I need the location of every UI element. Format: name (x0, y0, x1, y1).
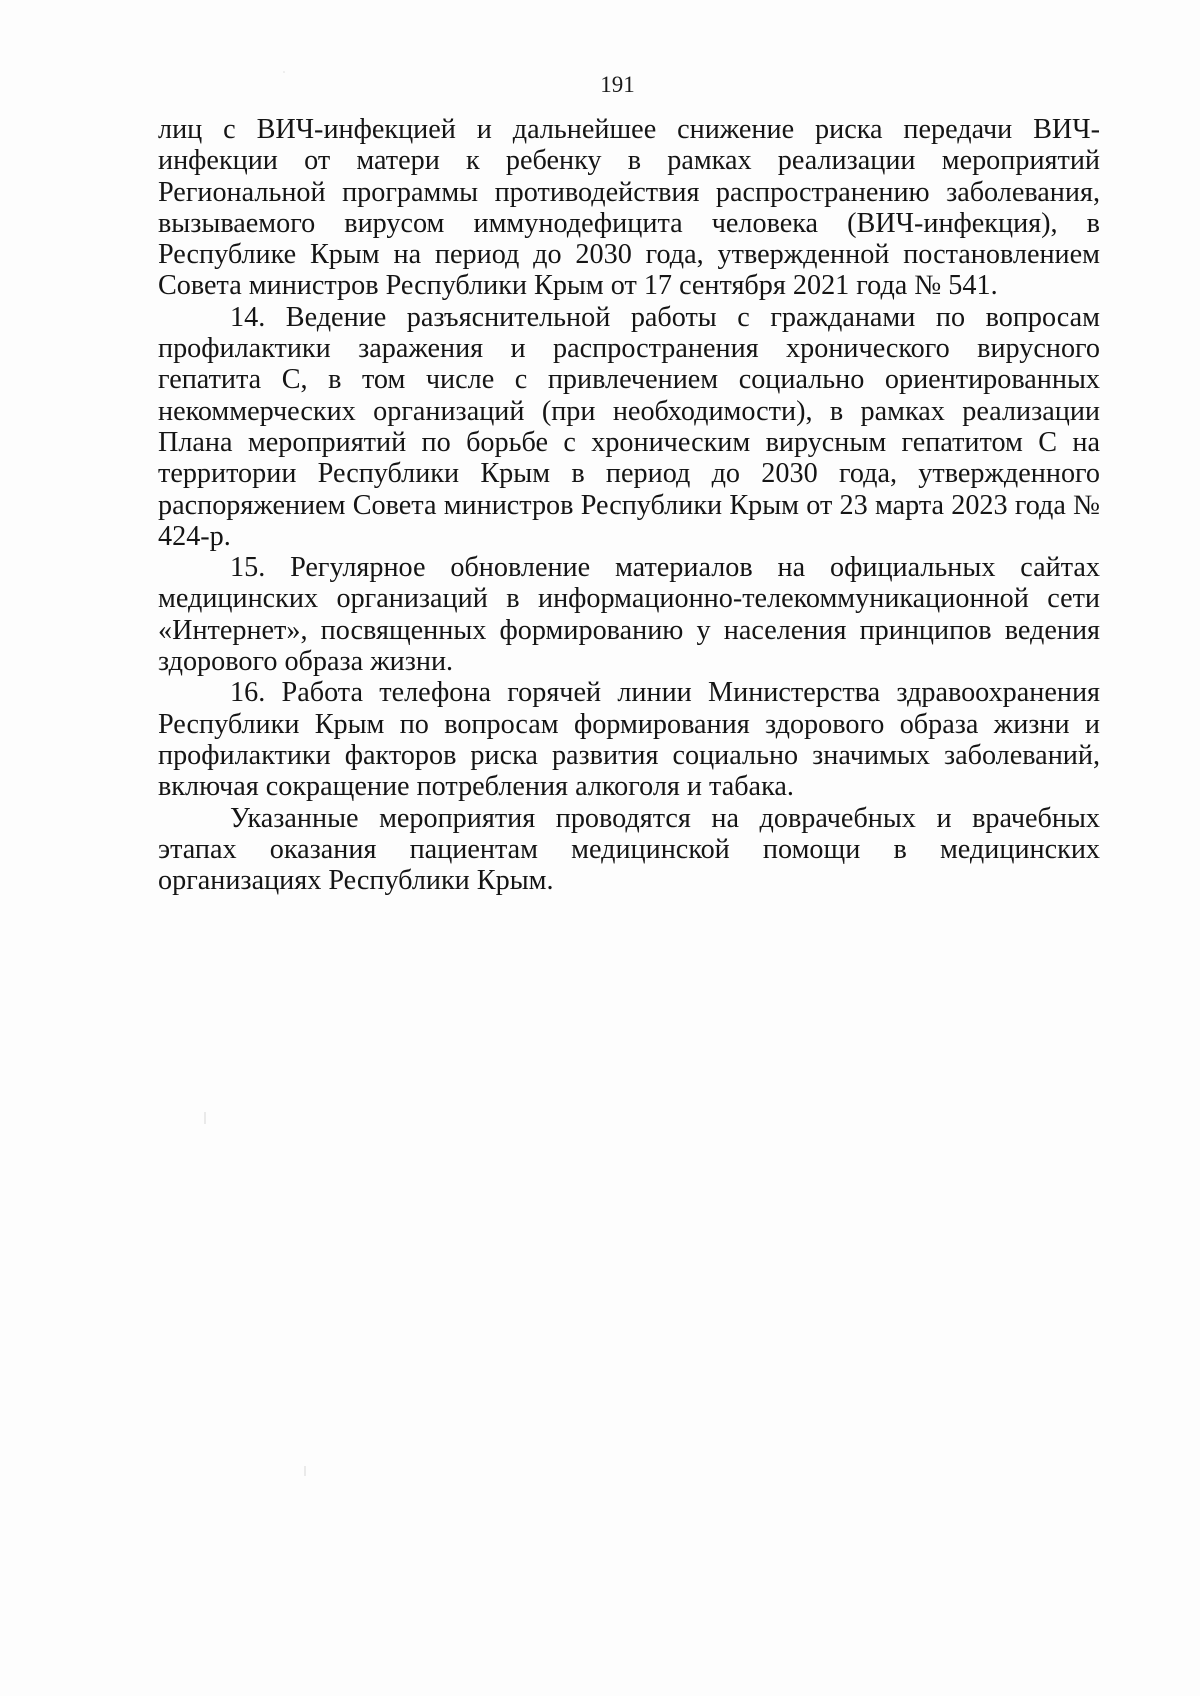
page-number: 191 (600, 72, 635, 97)
paragraph-closing: Указанные мероприятия проводятся на доврачебных и врачебных этапах оказания пациентам медицинской помощи в медицинских организациях Республики Крым. (158, 802, 1100, 897)
paragraph-item-15: 15. Регулярное обновление материалов на официальных сайтах медицинских организаций в информационно-телекоммуникационной сети «Интернет», посвященных формированию у населения принципов ведения здорового образа жизни. (158, 552, 1100, 678)
paragraph-item-14: 14. Ведение разъяснительной работы с гражданами по вопросам профилактики заражения и распространения хронического вирусного гепатита С, в том числе с привлечением социально ориентированных некоммерческих организаций (при необходимости), в рамках реализации Плана мероприятий по борьбе с хроническим вирусным гепатитом С на территории Республики Крым в период до 2030 года, утвержденного распоряжением Совета министров Республики Крым от 23 марта 2023 года № 424-р. (158, 301, 1100, 552)
document-body (158, 114, 1100, 896)
paragraph-item-16: 16. Работа телефона горячей линии Министерства здравоохранения Республики Крым по вопросам формирования здорового образа жизни и профилактики факторов риска развития социально значимых заболеваний, включая сокращение потребления алкоголя и табака. (158, 677, 1100, 803)
paragraph-continuation: лиц с ВИЧ-инфекцией и дальнейшее снижение риска передачи ВИЧ-инфекции от матери к ребенку в рамках реализации мероприятий Региональной программы противодействия распространению заболевания, вызываемого вирусом иммунодефицита человека (ВИЧ-инфекция), в Республике Крым на период до 2030 года, утвержденной постановлением Совета министров Республики Крым от 17 сентября 2021 года № 541. (158, 114, 1100, 302)
